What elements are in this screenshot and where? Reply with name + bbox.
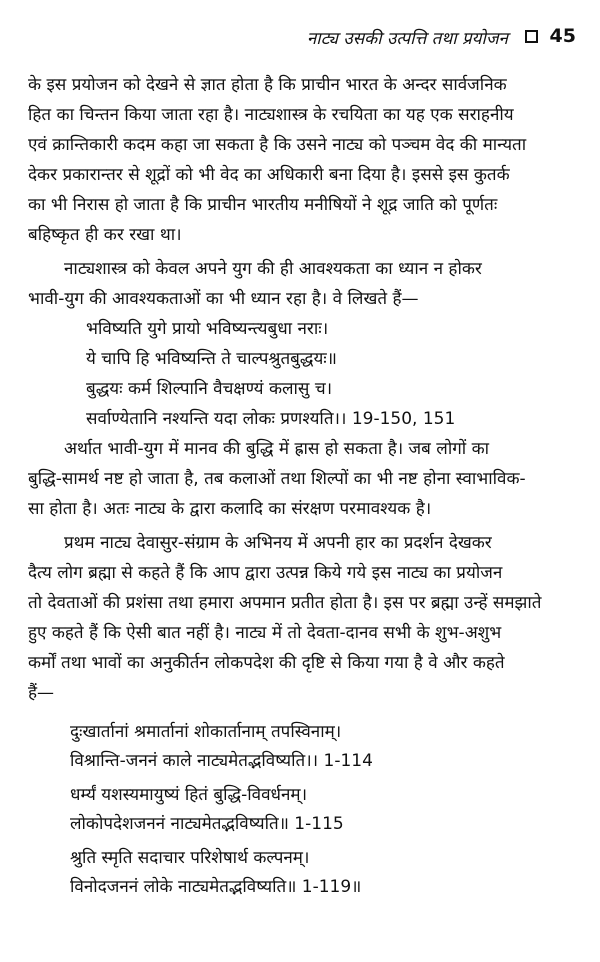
verse-line: दुःखार्तानां श्रमार्तानां शोकार्तानाम् तपस्विनाम्। <box>70 722 342 742</box>
verse-line: भविष्यति युगे प्रायो भविष्यन्त्यबुधा नराः। <box>86 319 329 339</box>
verse-line: धर्म्यं यशस्यमायुष्यं हितं बुद्धि-विवर्धनम्। <box>70 785 308 805</box>
text-line: बहिष्कृत ही कर रखा था। <box>28 225 182 245</box>
text-line: हैं— <box>28 683 55 703</box>
paragraph-2 <box>28 254 578 314</box>
text-line: दैत्य लोग ब्रह्मा से कहते हैं कि आप द्वारा उत्पन्न किये गये इस नाट्य का प्रयोजन <box>28 563 503 583</box>
text-line: नाट्यशास्त्र को केवल अपने युग की ही आवश्यकता का ध्यान न होकर <box>64 259 482 279</box>
running-header-title: नाट्य उसकी उत्पत्ति तथा प्रयोजन <box>306 29 508 49</box>
text-line: हित का चिन्तन किया जाता रहा है। नाट्यशास्त्र के रचयिता का यह एक सराहनीय <box>28 105 514 125</box>
verse-line: विश्रान्ति-जननं काले नाट्यमेतद्भविष्यति।। 1-114 <box>70 751 373 771</box>
text-line: अर्थात भावी-युग में मानव की बुद्धि में ह्रास हो सकता है। जब लोगों का <box>64 439 490 459</box>
text-line: तो देवताओं की प्रशंसा तथा हमारा अपमान प्रतीत होता है। इस पर ब्रह्मा उन्हें समझाते <box>28 593 542 613</box>
text-line: सा होता है। अतः नाट्य के द्वारा कलादि का संरक्षण परमावश्यक है। <box>28 499 432 519</box>
verse-line: विनोदजननं लोके नाट्यमेतद्भविष्यति॥ 1-119॥ <box>70 877 362 897</box>
verse-line: श्रुति स्मृति सदाचार परिशेषार्थ कल्पनम्। <box>70 848 310 868</box>
verse-line: लोकोपदेशजननं नाट्यमेतद्भविष्यति॥ 1-115 <box>70 814 344 834</box>
verse-line: बुद्धयः कर्म शिल्पानि वैचक्षण्यं कलासु च। <box>86 379 333 399</box>
text-line: का भी निरास हो जाता है कि प्राचीन भारतीय मनीषियों ने शूद्र जाति को पूर्णतः <box>28 195 498 215</box>
verse-line: ये चापि हि भविष्यन्ति ते चाल्पश्रुतबुद्धयः॥ <box>86 349 337 369</box>
text-line: देकर प्रकारान्तर से शूद्रों को भी वेद का अधिकारी बना दिया है। इससे इस कुतर्क <box>28 165 510 185</box>
paragraph-3 <box>28 434 578 524</box>
sanskrit-verse-1 <box>86 314 578 434</box>
paragraph-4 <box>28 528 578 708</box>
page-body <box>28 70 578 902</box>
text-line: बुद्धि-सामर्थ नष्ट हो जाता है, तब कलाओं तथा शिल्पों का भी नष्ट होना स्वाभाविक- <box>28 469 526 489</box>
page-number: 45 <box>549 25 576 47</box>
verse-line: सर्वाण्येतानि नश्यन्ति यदा लोकः प्रणश्यति।। 19-150, 151 <box>86 409 456 429</box>
text-line: हुए कहते हैं कि ऐसी बात नहीं है। नाट्य में तो देवता-दानव सभी के शुभ-अशुभ <box>28 623 502 643</box>
sanskrit-verse-2 <box>70 718 578 902</box>
paragraph-1 <box>28 70 578 250</box>
text-line: के इस प्रयोजन को देखने से ज्ञात होता है कि प्राचीन भारत के अन्दर सार्वजनिक <box>28 75 507 95</box>
text-line: एवं क्रान्तिकारी कदम कहा जा सकता है कि उसने नाट्य को पञ्चम वेद की मान्यता <box>28 135 527 155</box>
text-line: कर्मों तथा भावों का अनुकीर्तन लोकपदेश की दृष्टि से किया गया है वे और कहते <box>28 653 505 673</box>
running-header <box>0 24 600 52</box>
text-line: प्रथम नाट्य देवासुर-संग्राम के अभिनय में अपनी हार का प्रदर्शन देखकर <box>64 533 492 553</box>
square-icon <box>525 30 538 43</box>
text-line: भावी-युग की आवश्यकताओं का भी ध्यान रहा है। वे लिखते हैं— <box>28 289 419 309</box>
